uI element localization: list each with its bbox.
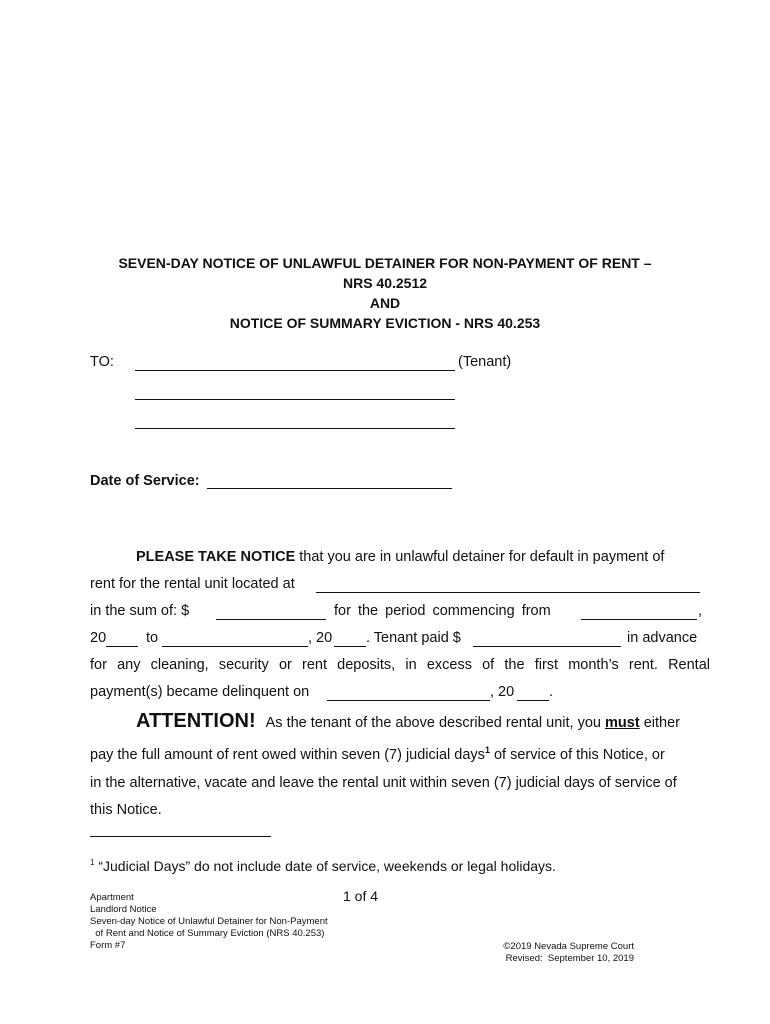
please-take-notice: PLEASE TAKE NOTICE bbox=[136, 549, 296, 565]
body-line-2: rent for the rental unit located at bbox=[90, 576, 295, 592]
delinquent-year-field[interactable] bbox=[517, 700, 549, 701]
footnote-mark: 1 bbox=[90, 858, 95, 867]
footer-form-info: Apartment Landlord Notice Seven-day Notice of Unlawful Detainer for Non-Payment of Rent and Notice of Summary Eviction (NRS 40.253) Form #7 bbox=[90, 892, 328, 951]
tenant-paid-amount-field[interactable] bbox=[473, 646, 621, 647]
date-of-service-field[interactable] bbox=[207, 488, 452, 489]
rent-amount-field[interactable] bbox=[216, 619, 326, 620]
to-label: TO: bbox=[90, 354, 114, 370]
footnote-text: “Judicial Days” do not include date of service, weekends or legal holidays. bbox=[94, 858, 556, 874]
attention-line-2: pay the full amount of rent owed within seven (7) judicial days$^1$ of service of this Notice, or bbox=[90, 745, 665, 763]
attention-line-1: ATTENTION! As the tenant of the above described rental unit, you must either bbox=[136, 710, 680, 732]
period-end-field[interactable] bbox=[162, 646, 308, 647]
tenant-address-line-1-field[interactable] bbox=[135, 399, 455, 400]
footnote-divider bbox=[90, 836, 271, 837]
page-number: 1 of 4 bbox=[343, 888, 379, 904]
tenant-suffix: (Tenant) bbox=[458, 354, 512, 370]
body-line-3: in the sum of: $ bbox=[90, 603, 190, 619]
title-line-4: NOTICE OF SUMMARY EVICTION - NRS 40.253 bbox=[229, 315, 541, 331]
attention-line-4: this Notice. bbox=[90, 802, 162, 818]
title-line-3: AND bbox=[369, 295, 401, 311]
footnote-ref: 1 bbox=[484, 745, 490, 756]
document-title bbox=[0, 253, 770, 333]
body-line-1: PLEASE TAKE NOTICE that you are in unlawful detainer for default in payment of bbox=[136, 549, 665, 565]
tenant-name-field[interactable] bbox=[135, 370, 455, 371]
attention-line-3: in the alternative, vacate and leave the rental unit within seven (7) judicial days of service of bbox=[90, 775, 677, 791]
attention-heading: ATTENTION! bbox=[136, 710, 256, 732]
title-line-1: SEVEN-DAY NOTICE OF UNLAWFUL DETAINER FOR NON-PAYMENT OF RENT – bbox=[118, 255, 652, 271]
footnote bbox=[90, 858, 556, 874]
body-line-5: for any cleaning, security or rent deposits, in excess of the first month’s rent. Rental bbox=[90, 657, 710, 673]
tenant-address-line-2-field[interactable] bbox=[135, 428, 455, 429]
date-of-service-label: Date of Service: bbox=[90, 473, 200, 489]
footer-copyright: ©2019 Nevada Supreme Court Revised: September 10, 2019 bbox=[503, 941, 634, 964]
title-line-2: NRS 40.2512 bbox=[342, 275, 428, 291]
period-start-year-field[interactable] bbox=[106, 646, 138, 647]
rental-unit-address-field[interactable] bbox=[316, 592, 700, 593]
document-page: SEVEN-DAY NOTICE OF UNLAWFUL DETAINER FOR NON-PAYMENT OF RENT – NRS 40.2512 AND NOTICE OF SUMMARY EVICTION - NRS 40.253 TO: (Tenant) Date of Service: PLEASE TAKE NOTICE that you are in unlawful detainer for default in payment of rent for the rental unit located at in the sum of: $ for the period commencing from , 20 to , 20 . Tenant paid $ in advance for any cleaning, security or rent deposits, in excess of the first month’s rent. Rental payment(s) became delinquent on , 20 . ATTENTION! As the tenant of the above described rental unit, you must either pay the full amount of rent owed within seven (7) judicial days$^1$ of service of this Notice, or in the alternative, vacate and leave the rental unit within seven (7) judicial days of service of this Notice. $^1$ “Judicial Days” do not include date of service, weekends or legal holidays. Apartment Landlord Notice Seven-day Notice of Unlawful Detainer for Non-Payment of Rent and Notice of Summary Eviction (NRS 40.253) Form #7 1 of 4 ©2019 Nevada Supreme Court Revised: September 10, 2019 bbox=[0, 0, 770, 1024]
period-start-field[interactable] bbox=[581, 619, 697, 620]
must-emphasis: must bbox=[605, 715, 640, 731]
delinquent-date-field[interactable] bbox=[327, 700, 490, 701]
period-commencing-label: for the period commencing from bbox=[334, 603, 551, 619]
period-end-year-field[interactable] bbox=[334, 646, 366, 647]
